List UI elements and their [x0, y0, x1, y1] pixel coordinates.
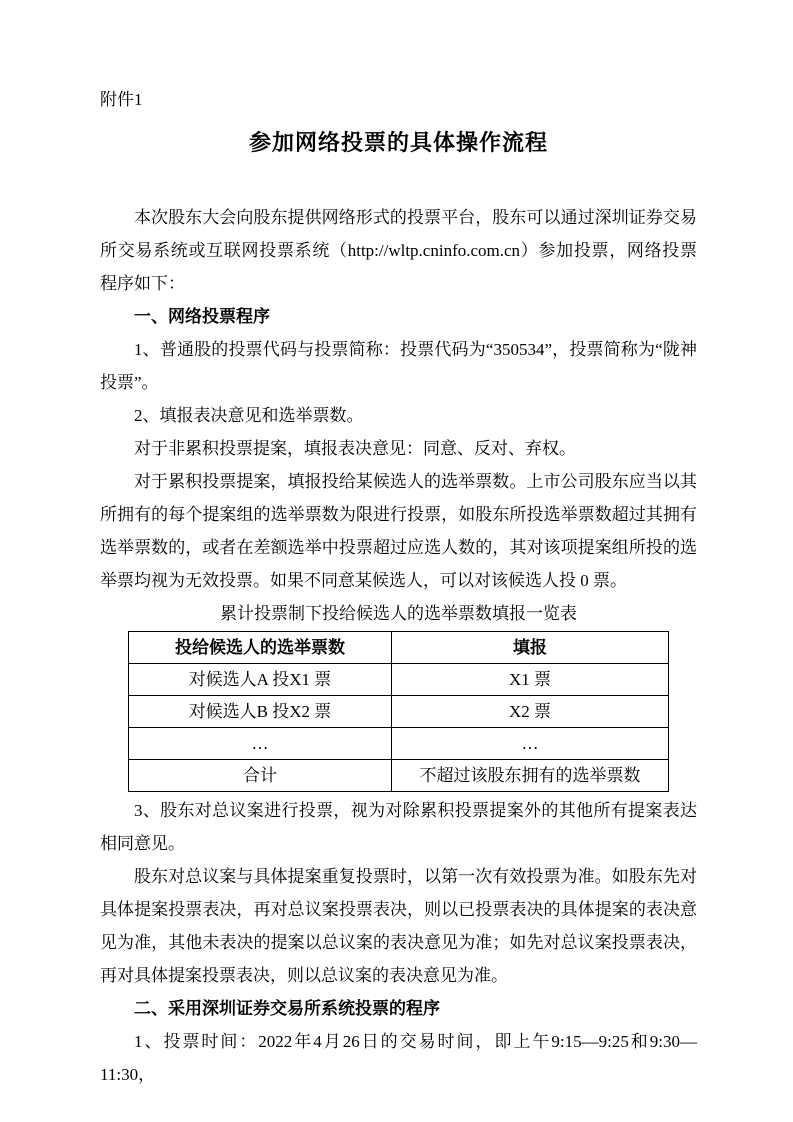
vote-table-row-candidate-b — [129, 696, 669, 728]
paragraph-total-proposal: 3、股东对总议案进行投票，视为对除累积投票提案外的其他所有提案表达相同意见。 — [100, 801, 697, 853]
vote-table-cell: … — [129, 728, 392, 760]
paragraph-vote-time: 1、投票时间：2022年4月26日的交易时间，即上午9:15—9:25和9:30—11:30， — [100, 1032, 697, 1084]
paragraph-non-cumulative: 对于非累积投票提案，填报表决意见：同意、反对、弃权。 — [134, 439, 576, 458]
paragraph-duplicate-vote: 股东对总议案与具体提案重复投票时，以第一次有效投票为准。如股东先对具体提案投票表决，再对总议案投票表决，则以已投票表决的具体提案的表决意见为准，其他未表决的提案以总议案的表决意见为准；如先对总议案投票表决，再对具体提案投票表决，则以总议案的表决意见为准。 — [100, 867, 697, 985]
vote-table-cell: 对候选人B 投X2 票 — [129, 696, 392, 728]
vote-table-header-votes: 投给候选人的选举票数 — [129, 632, 392, 664]
vote-table-cell: 不超过该股东拥有的选举票数 — [392, 760, 669, 792]
vote-table-row-total — [129, 760, 669, 792]
intro-paragraph: 本次股东大会向股东提供网络形式的投票平台，股东可以通过深圳证券交易所交易系统或互联网投票系统（http://wltp.cninfo.com.cn）参加投票，网络投票程序如下： — [100, 208, 697, 293]
vote-table-cell: 对候选人A 投X1 票 — [129, 664, 392, 696]
paragraph-cumulative: 对于累积投票提案，填报投给某候选人的选举票数。上市公司股东应当以其所拥有的每个提案组的选举票数为限进行投票，如股东所投选举票数超过其拥有选举票数的，或者在差额选举中投票超过应选人数的，其对该项提案组所投的选举票均视为无效投票。如果不同意某候选人，可以对该候选人投 0 票。 — [100, 472, 697, 590]
section1-heading: 一、网络投票程序 — [134, 307, 270, 326]
document-title: 参加网络投票的具体操作流程 — [248, 130, 548, 155]
vote-table-caption: 累计投票制下投给候选人的选举票数填报一览表 — [220, 604, 577, 623]
attachment-label: 附件1 — [100, 90, 143, 109]
paragraph-fill-opinion: 2、填报表决意见和选举票数。 — [134, 406, 364, 425]
vote-table-header-fill: 填报 — [392, 632, 669, 664]
vote-table-cell: … — [392, 728, 669, 760]
vote-table-row-candidate-a — [129, 664, 669, 696]
vote-table-cell: X1 票 — [392, 664, 669, 696]
vote-table — [128, 631, 669, 792]
vote-table-cell: X2 票 — [392, 696, 669, 728]
section2-heading: 二、采用深圳证券交易所系统投票的程序 — [134, 999, 440, 1018]
paragraph-vote-code: 1、普通股的投票代码与投票简称：投票代码为“350534”，投票简称为“陇神投票”。 — [100, 340, 697, 392]
vote-table-row-ellipsis — [129, 728, 669, 760]
vote-table-header-row — [129, 632, 669, 664]
vote-table-cell: 合计 — [129, 760, 392, 792]
